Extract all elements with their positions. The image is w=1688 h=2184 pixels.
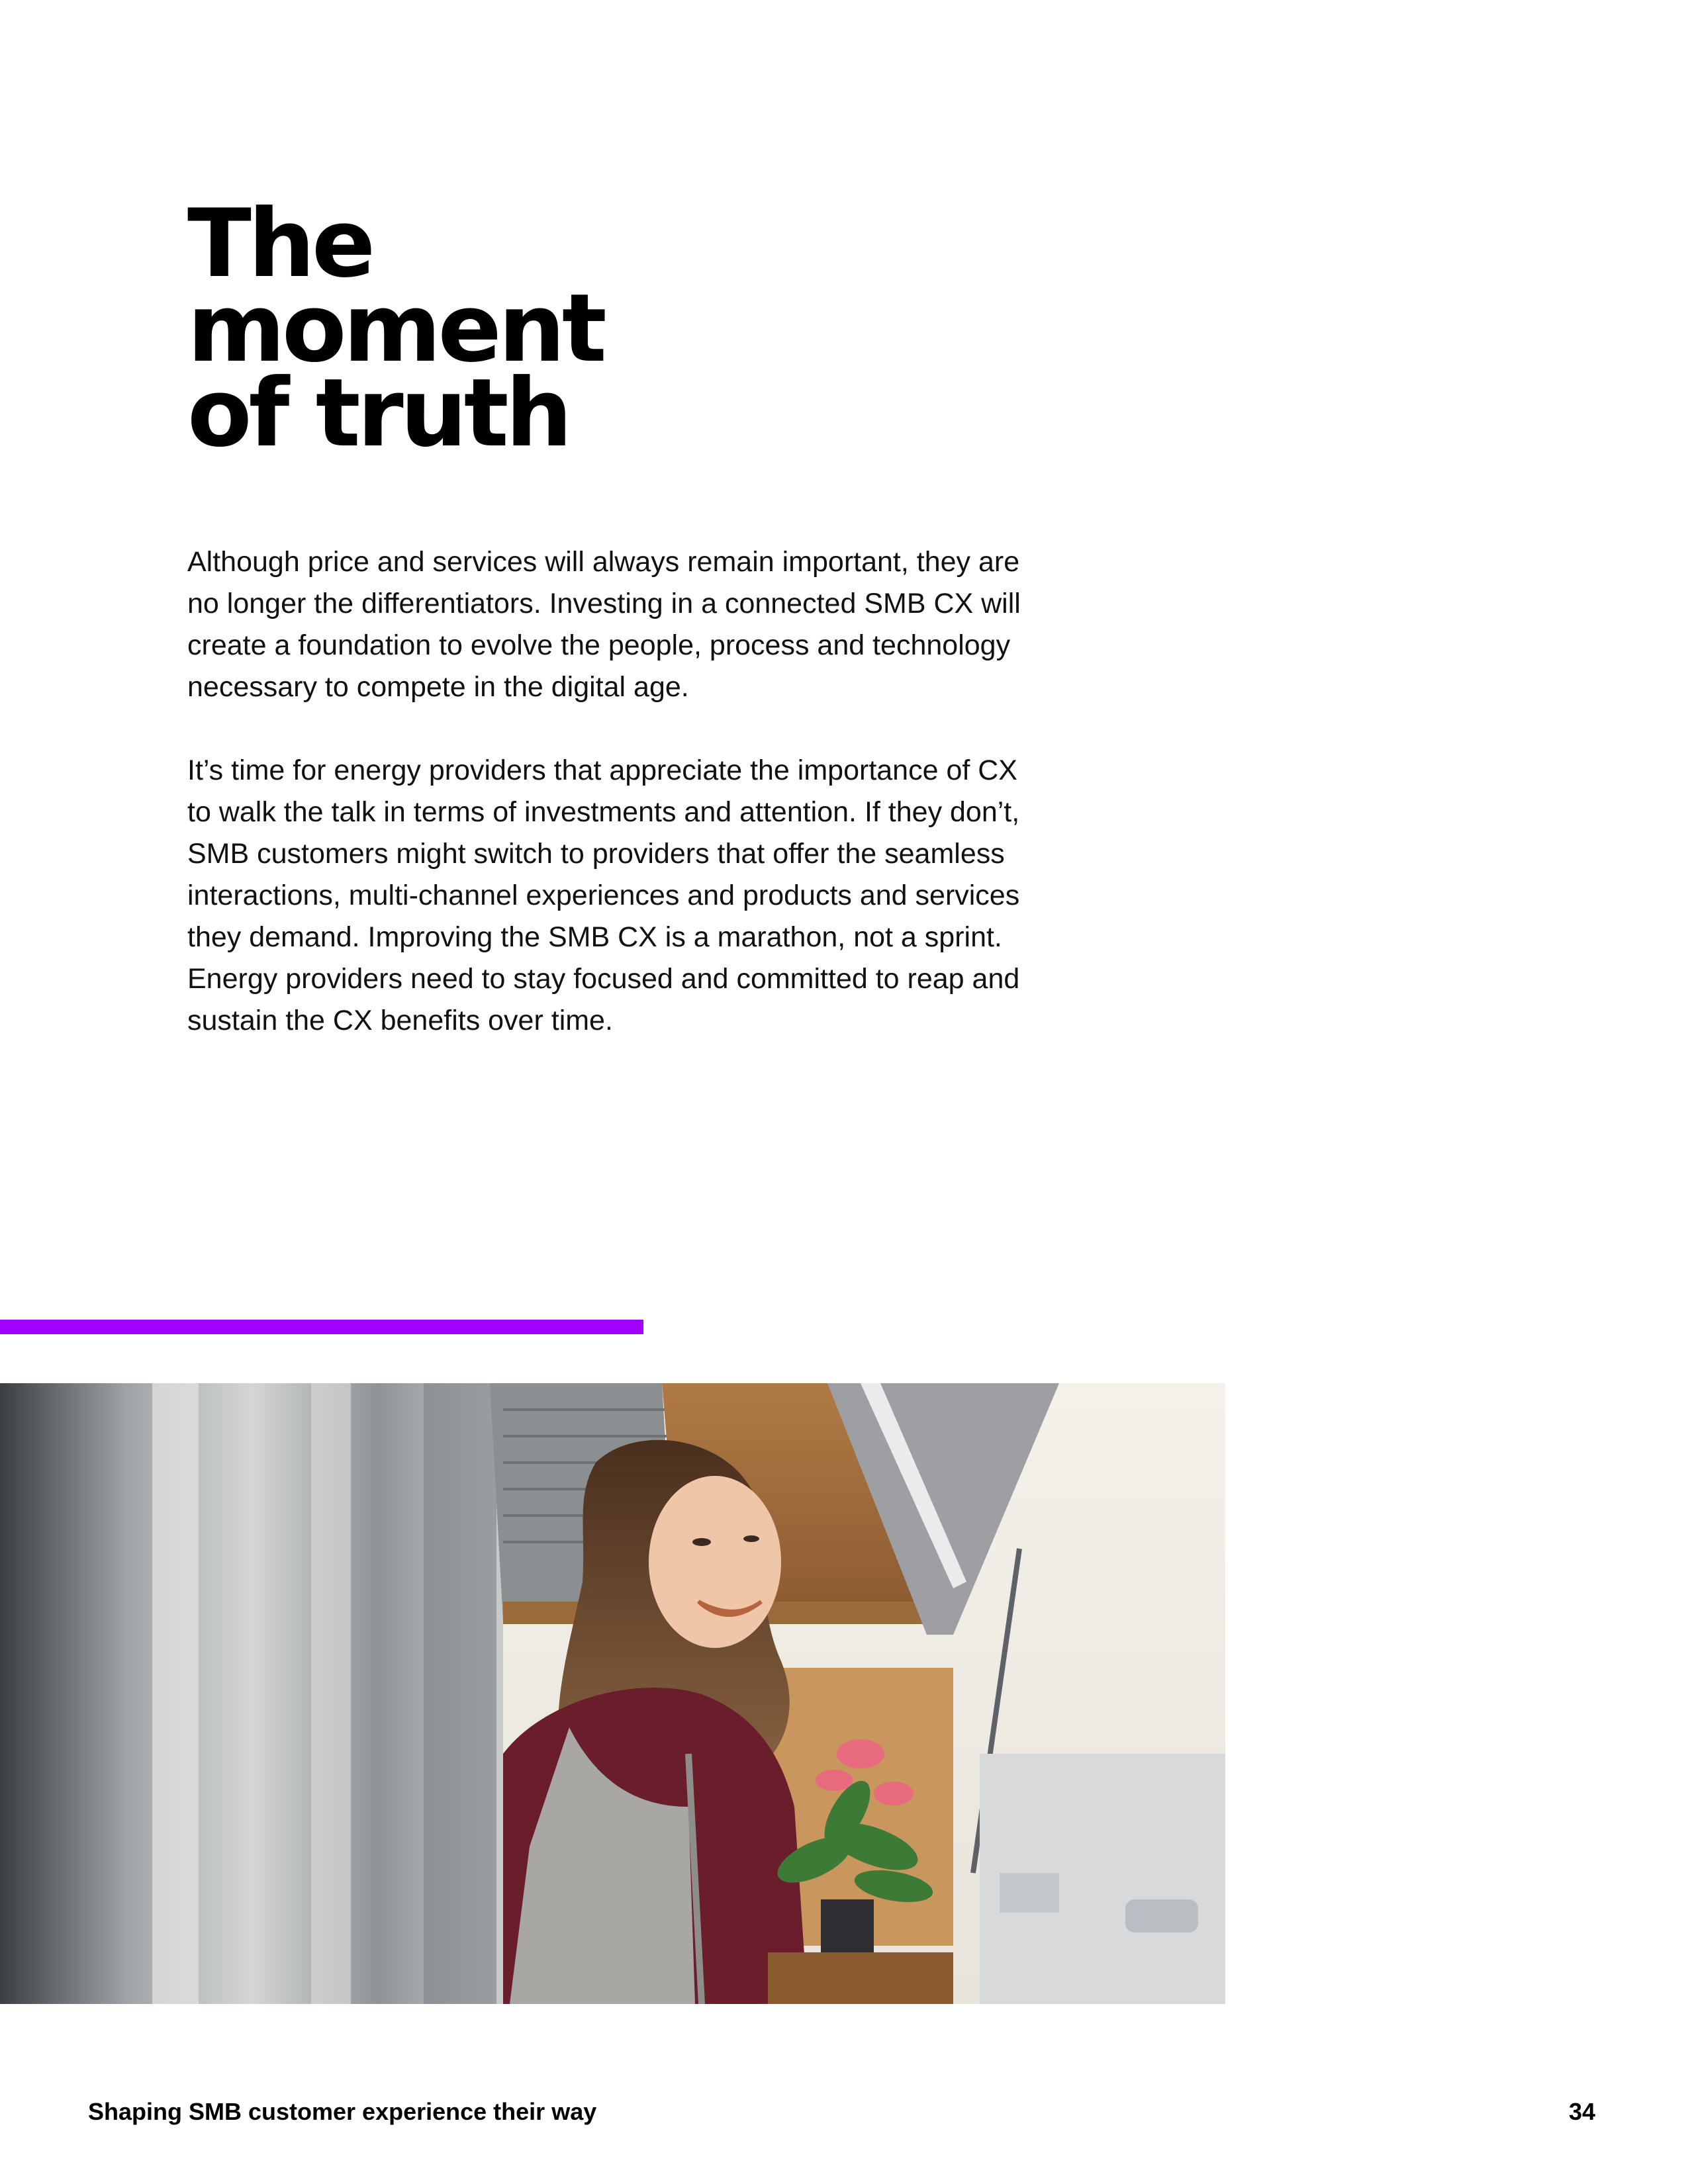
- photo-illustration: [0, 1383, 1225, 2004]
- page-number: 34: [1568, 2098, 1595, 2125]
- food-truck-photo: [0, 1383, 1225, 2004]
- page-title: [187, 189, 604, 468]
- body-paragraph-1: Although price and services will always remain important, they are no longer the differentiators. Investing in a connected SMB CX will create a foundation to evolve the people, process and technology necessary to compete in the digital age.: [187, 546, 1021, 703]
- body-text: [187, 541, 1048, 1083]
- body-paragraph-2: It’s time for energy providers that appreciate the importance of CX to walk the talk in terms of investments and attention. If they don’t, SMB customers might switch to providers that offer the seamless interactions, multi-channel experiences and products and services they demand. Improving the SMB CX is a marathon, not a sprint. Energy providers need to stay focused and committed to reap and sustain the CX benefits over time.: [187, 754, 1020, 1036]
- title-line-1: The: [187, 189, 373, 298]
- title-line-3: of truth: [187, 359, 569, 468]
- accent-bar: [0, 1320, 643, 1334]
- title-line-2: moment: [187, 274, 604, 383]
- footer-document-title: Shaping SMB customer experience their way: [88, 2098, 597, 2125]
